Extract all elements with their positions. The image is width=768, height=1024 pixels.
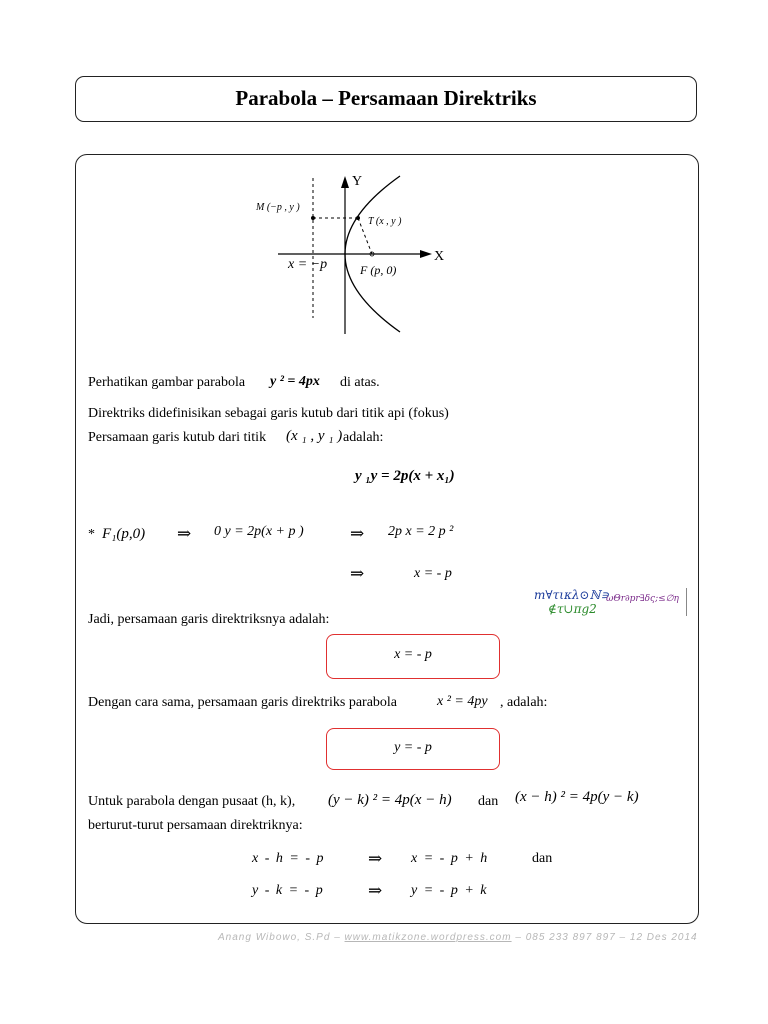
- result-x: x = - p: [394, 647, 432, 662]
- x-axis-label: X: [434, 249, 445, 264]
- conclusion-text: Jadi, persamaan garis direktriksnya adalah:: [88, 612, 330, 627]
- label-directrix: x = −p: [288, 257, 328, 272]
- x-axis-arrow: [420, 250, 432, 258]
- footer: [218, 932, 698, 943]
- shifted-equation-2: (x − h) ² = 4p(y − k): [515, 789, 639, 805]
- other-parabola-text: Dengan cara sama, persamaan garis direktriks parabola: [88, 695, 398, 710]
- implies-arrow-1: ⇒: [177, 524, 192, 543]
- polar-equation: y ₁y = 2p(x + x₁): [355, 468, 455, 484]
- derivation-step-3: x = - p: [414, 566, 452, 581]
- intro-text: Perhatikan gambar parabola: [88, 375, 246, 390]
- shifted-row2-right: y = - p + k: [411, 883, 487, 898]
- shifted-row1-right: x = - p + h: [411, 851, 488, 866]
- parabola-equation: y ² = 4px: [270, 374, 320, 389]
- watermark-logo-line2: ∉τ∪πg2: [548, 602, 597, 616]
- shifted-row1-dan: dan: [532, 851, 553, 866]
- implies-arrow-4: ⇒: [368, 849, 383, 868]
- footer-link[interactable]: www.matikzone.wordpress.com: [344, 932, 512, 943]
- label-m: M (−p , y ): [256, 202, 300, 213]
- point-m: [311, 216, 315, 220]
- shifted-row2-left: y - k = - p: [252, 883, 323, 898]
- y-axis-label: Y: [352, 174, 363, 189]
- shifted-dan: dan: [478, 794, 499, 809]
- point-t: [356, 216, 360, 220]
- directrix-definition: Direktriks didefinisikan sebagai garis kutub dari titik api (fokus): [88, 406, 449, 421]
- bullet: *: [88, 527, 95, 542]
- label-focus: F (p, 0): [360, 263, 397, 277]
- other-parabola-equation: x ² = 4py: [437, 694, 488, 709]
- polar-point: (x ₁ , y ₁ ): [286, 428, 343, 444]
- footer-author: Anang Wibowo, S.Pd –: [218, 932, 345, 943]
- page-title: Parabola – Persamaan Direktriks: [235, 86, 537, 110]
- polar-intro: Persamaan garis kutub dari titik: [88, 430, 267, 445]
- watermark-divider: [686, 588, 687, 616]
- watermark-logo-line1: m∀τικλ⊙ℕ∍: [534, 588, 610, 602]
- shifted-intro-2: berturut-turut persamaan direktriknya:: [88, 818, 303, 833]
- focus-point: F₁(p,0): [102, 526, 146, 542]
- watermark-logo-line3: ωΘr∂pr∃δς;≤∅η: [606, 594, 679, 604]
- shifted-equation-1: (y − k) ² = 4p(x − h): [328, 792, 452, 808]
- implies-arrow-3: ⇒: [350, 564, 365, 583]
- implies-arrow-2: ⇒: [350, 524, 365, 543]
- result-y: y = - p: [394, 740, 432, 755]
- other-parabola-text-end: , adalah:: [500, 695, 548, 710]
- intro-text-end: di atas.: [340, 375, 380, 390]
- derivation-step-1: 0 y = 2p(x + p ): [214, 524, 304, 539]
- label-t: T (x , y ): [368, 216, 402, 227]
- footer-contact: – 085 233 897 897 – 12 Des 2014: [511, 932, 698, 943]
- parabola-graph: [250, 168, 450, 340]
- implies-arrow-5: ⇒: [368, 881, 383, 900]
- polar-intro-end: adalah:: [343, 430, 384, 445]
- shifted-intro: Untuk parabola dengan pusaat (h, k),: [88, 794, 296, 809]
- shifted-row1-left: x - h = - p: [252, 851, 324, 866]
- y-axis-arrow: [341, 176, 349, 188]
- derivation-step-2: 2p x = 2 p ²: [388, 524, 454, 539]
